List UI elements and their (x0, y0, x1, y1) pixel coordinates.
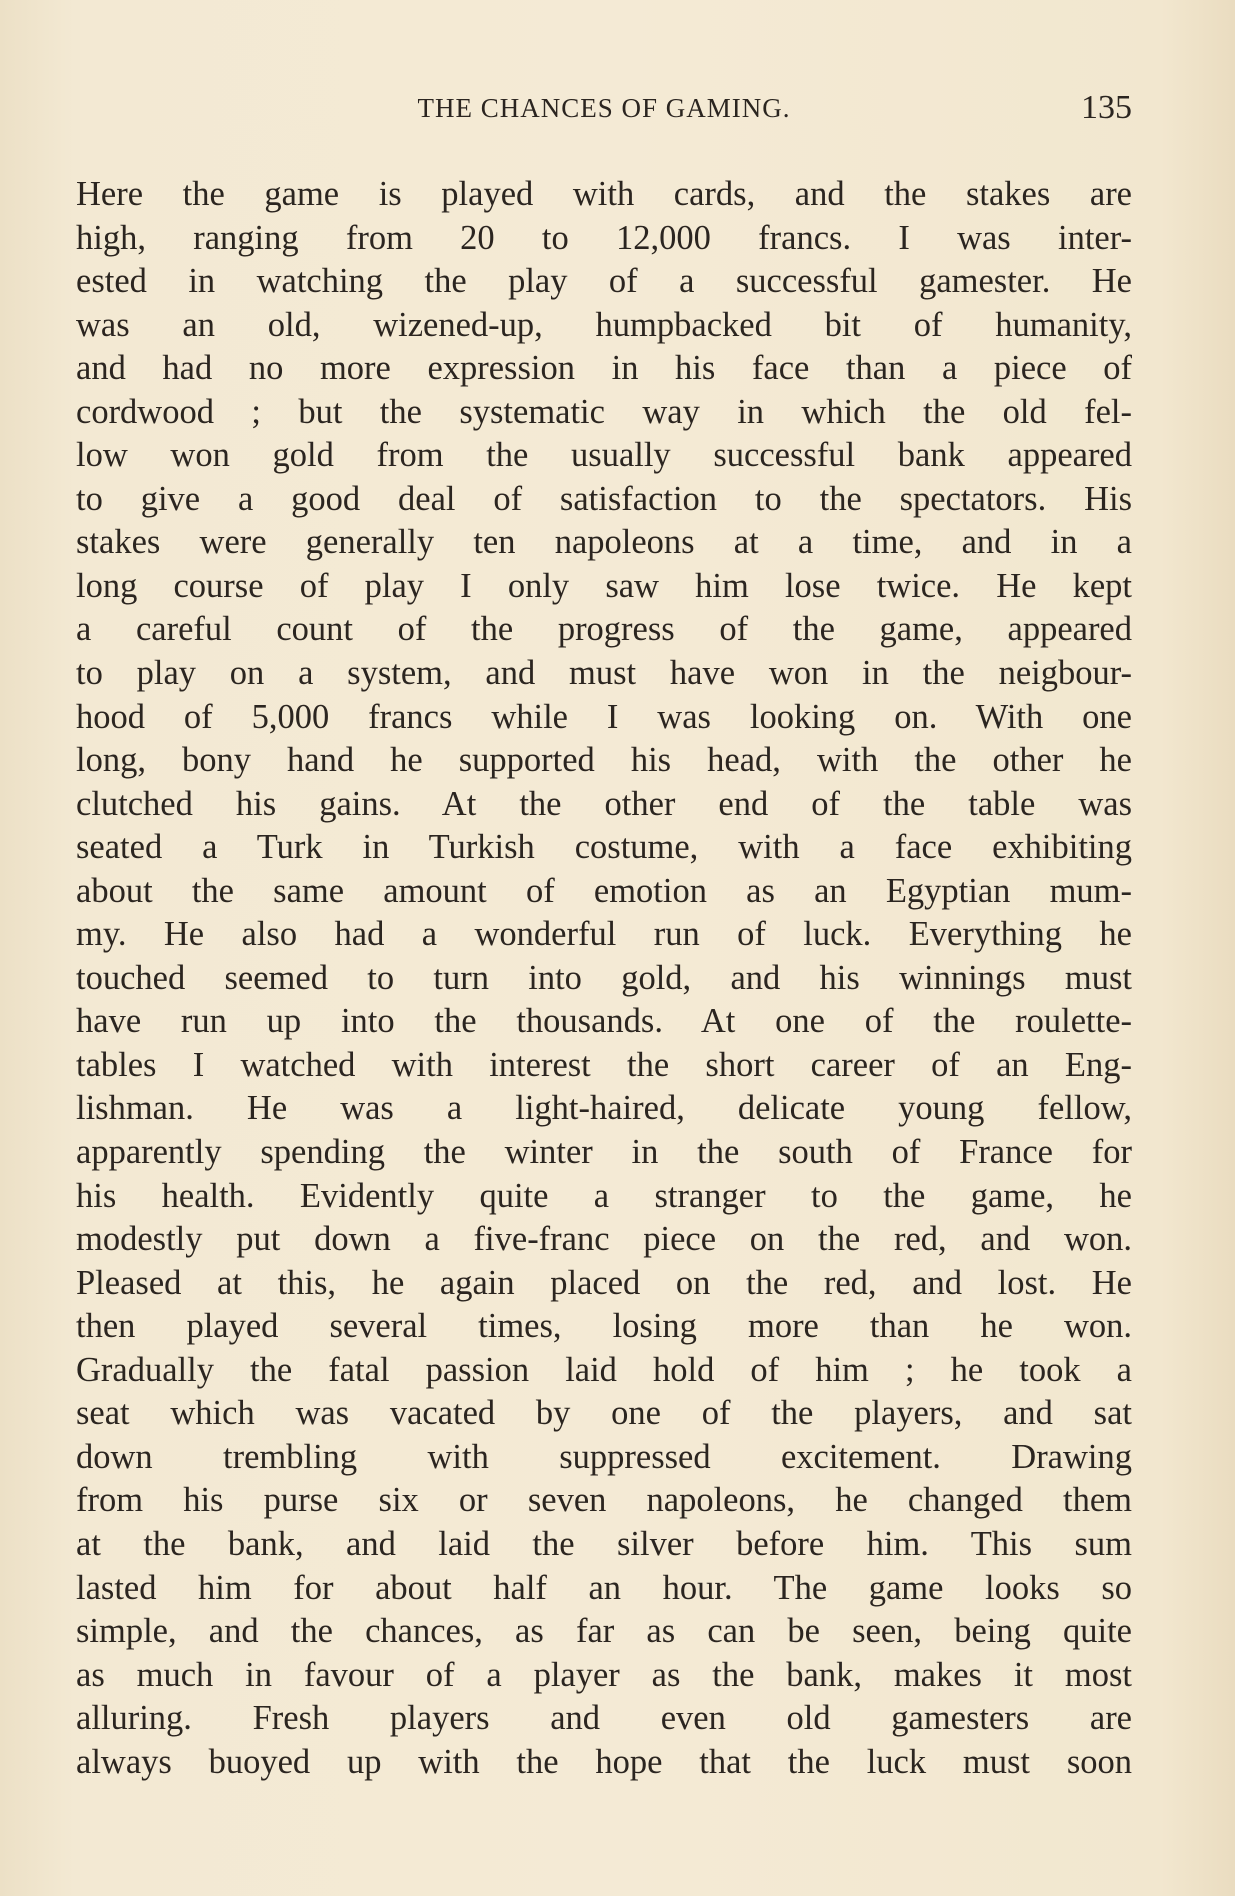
text-line: down trembling with suppressed excitement. Drawing (76, 1437, 1132, 1476)
page-number: 135 (1081, 89, 1132, 126)
text-line: simple, and the chances, as far as can be seen, being quite (76, 1612, 1132, 1651)
text-line: and had no more expression in his face than a piece of (76, 349, 1132, 388)
text-line: hood of 5,000 francs while I was looking on. With one (76, 697, 1132, 736)
text-line: as much in favour of a player as the bank, makes it most (76, 1655, 1132, 1694)
text-line: tables I watched with interest the short career of an Eng- (76, 1045, 1132, 1084)
text-line: then played several times, losing more than he won. (76, 1307, 1132, 1346)
text-line: his health. Evidently quite a stranger to the game, he (76, 1176, 1132, 1215)
text-line: lasted him for about half an hour. The game looks so (76, 1568, 1132, 1607)
text-line: Pleased at this, he again placed on the red, and lost. He (76, 1263, 1132, 1302)
text-line: about the same amount of emotion as an Egyptian mum- (76, 871, 1132, 910)
text-line: a careful count of the progress of the game, appeared (76, 610, 1132, 649)
running-title: THE CHANCES OF GAMING. (417, 93, 791, 123)
text-line: from his purse six or seven napoleons, he changed them (76, 1481, 1132, 1520)
text-line: alluring. Fresh players and even old gamesters are (76, 1699, 1132, 1738)
text-line: apparently spending the winter in the south of France for (76, 1133, 1132, 1172)
text-line: low won gold from the usually successful bank appeared (76, 436, 1132, 475)
text-line: always buoyed up with the hope that the luck must soon (76, 1742, 1132, 1781)
text-line: lishman. He was a light-haired, delicate young fellow, (76, 1089, 1132, 1128)
text-line: to give a good deal of satisfaction to the spectators. His (76, 479, 1132, 518)
text-line: seat which was vacated by one of the players, and sat (76, 1394, 1132, 1433)
text-line: to play on a system, and must have won in the neigbour- (76, 654, 1132, 693)
text-line: clutched his gains. At the other end of the table was (76, 784, 1132, 823)
text-line: at the bank, and laid the silver before him. This sum (76, 1524, 1132, 1563)
text-line: cordwood ; but the systematic way in which the old fel- (76, 392, 1132, 431)
text-line: modestly put down a five-franc piece on the red, and won. (76, 1220, 1132, 1259)
text-line: stakes were generally ten napoleons at a time, and in a (76, 523, 1132, 562)
text-line: Gradually the fatal passion laid hold of him ; he took a (76, 1350, 1132, 1389)
text-line: Here the game is played with cards, and the stakes are (76, 175, 1132, 213)
text-line: ested in watching the play of a successful gamester. He (76, 262, 1132, 301)
running-head (76, 88, 1132, 128)
text-line: my. He also had a wonderful run of luck. Everything he (76, 915, 1132, 954)
text-line: long, bony hand he supported his head, with the other he (76, 741, 1132, 780)
text-line: touched seemed to turn into gold, and his winnings must (76, 958, 1132, 997)
text-line: long course of play I only saw him lose twice. He kept (76, 566, 1132, 605)
text-line: was an old, wizened-up, humpbacked bit of humanity, (76, 305, 1132, 344)
text-line: seated a Turk in Turkish costume, with a face exhibiting (76, 828, 1132, 867)
body-text (76, 173, 1132, 1784)
text-line: high, ranging from 20 to 12,000 francs. I was inter- (76, 218, 1132, 257)
text-line: have run up into the thousands. At one of the roulette- (76, 1002, 1132, 1041)
